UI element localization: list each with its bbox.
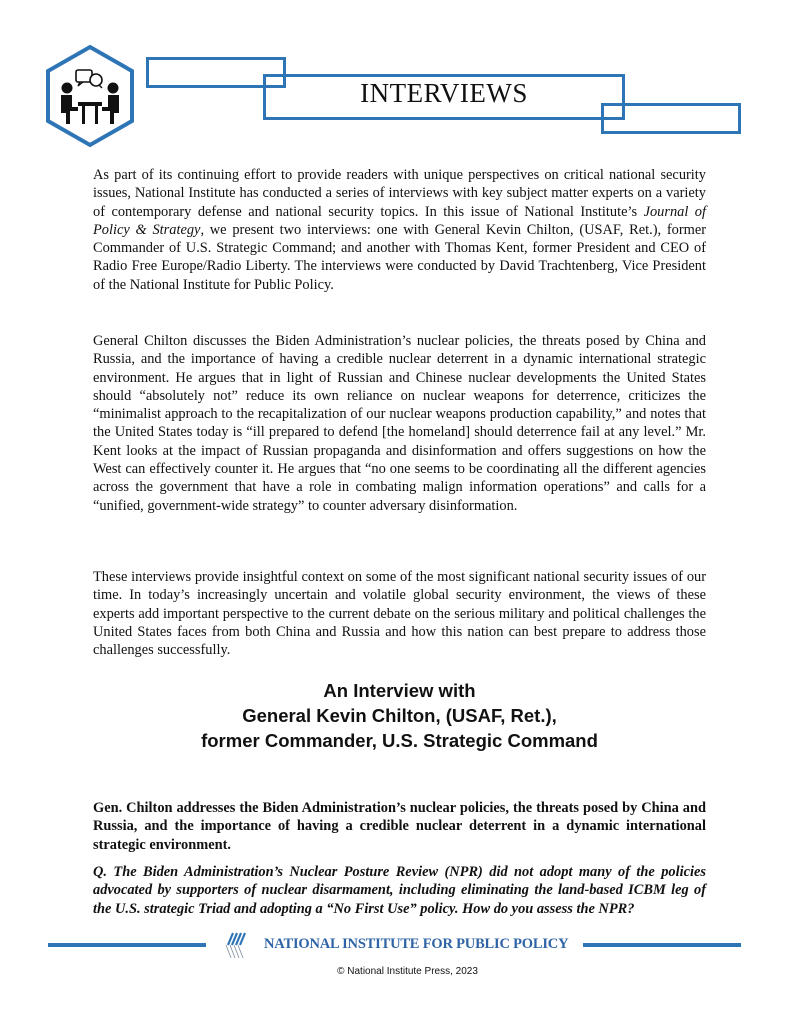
intro-paragraph-3: These interviews provide insightful context on some of the most significant national security issues of our time. In today’s increasingly uncertain and volatile global security environment, the views of these experts add important perspective to the current debate on the serious military and political challenges the United States faces from both China and Russia and how this nation can best prepare to address those challenges successfully. <box>93 569 706 659</box>
footer-rule-right <box>583 943 741 947</box>
interview-summary: Gen. Chilton addresses the Biden Administration’s nuclear policies, the threats posed by China and Russia, and the importance of having a credible nuclear deterrent in a dynamic international strategic environment. <box>93 800 706 853</box>
page-title: INTERVIEWS <box>360 78 528 108</box>
heading-line-1: An Interview with <box>323 680 476 701</box>
copyright-notice <box>0 966 791 977</box>
footer-rule-left <box>48 943 206 947</box>
interview-question: Q. The Biden Administration’s Nuclear Posture Review (NPR) did not adopt many of the policies advocated by supporters of nuclear disarmament, including eliminating the land-based ICBM leg of the U.S. strategic Triad and adopting a “No First Use” policy. How do you assess the NPR? <box>93 864 706 917</box>
interview-hexagon-icon <box>44 44 136 148</box>
nipp-striped-logo-icon <box>222 931 248 959</box>
journal-title: Journal of Policy & Strategy <box>93 203 706 238</box>
intro-text: As part of its continuing effort to provide readers with unique perspectives on critical national security issues, National Institute has conducted a series of interviews with key subject matter experts on a variety of contemporary defense and national security topics. In this issue of National Institute’s <box>93 167 706 220</box>
copyright-text: © National Institute Press, 2023 <box>337 966 478 977</box>
intro-text-continued: , we present two interviews: one with General Kevin Chilton, (USAF, Ret.), former Commander of U.S. Strategic Command; and another with Thomas Kent, former President and CEO of Radio Free Europe/Radio Liberty. The interviews were conducted by David Trachtenberg, Vice President of the National Institute for Public Policy. <box>93 221 706 293</box>
heading-line-3: former Commander, U.S. Strategic Command <box>201 730 598 751</box>
header-decor-box-right <box>601 103 741 134</box>
intro-paragraph-1 <box>93 166 706 294</box>
footer-organization-name: NATIONAL INSTITUTE FOR PUBLIC POLICY <box>264 936 569 952</box>
intro-paragraph-2: General Chilton discusses the Biden Administration’s nuclear policies, the threats posed by China and Russia, and the importance of having a credible nuclear deterrent in a dynamic international strategic environment. He argues that in light of Russian and Chinese nuclear developments the United States should “absolutely not” reduce its own reliance on nuclear weapons for deterrence, criticizes the “minimalist approach to the recapitalization of our nuclear weapons production capability,” and notes that the United States today is “ill prepared to defend [the homeland] should deterrence fail at any level.” Mr. Kent looks at the impact of Russian propaganda and disinformation and offers suggestions on how the West can effectively counter it. He argues that “no one seems to be coordinating all the different agencies across the government that have a role in combating malign information operations” and calls for a “unified, government-wide strategy” to counter adversary disinformation. <box>93 333 706 514</box>
heading-line-2: General Kevin Chilton, (USAF, Ret.), <box>242 705 557 726</box>
interview-heading <box>93 678 706 753</box>
